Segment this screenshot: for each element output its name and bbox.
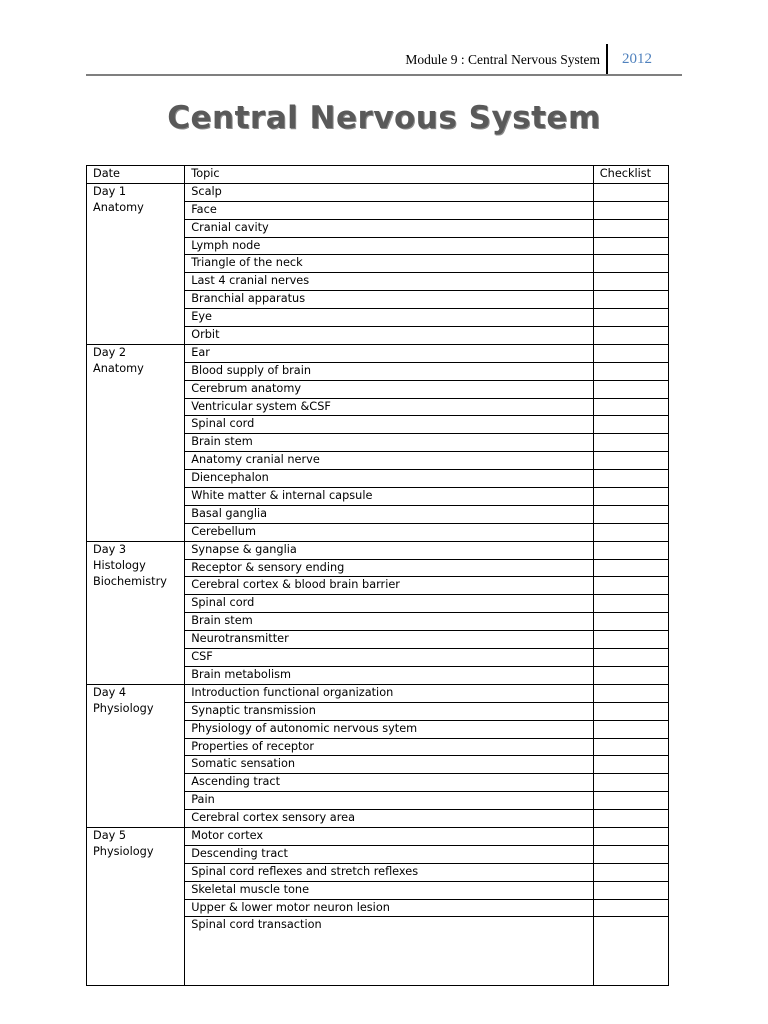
topic-cell: Introduction functional organization bbox=[185, 684, 594, 702]
checklist-cell[interactable] bbox=[593, 881, 668, 899]
topic-cell: Brain stem bbox=[185, 434, 594, 452]
checklist-cell[interactable] bbox=[593, 917, 668, 986]
checklist-cell[interactable] bbox=[593, 702, 668, 720]
topic-cell: Skeletal muscle tone bbox=[185, 881, 594, 899]
topic-cell: Scalp bbox=[185, 183, 594, 201]
column-header-checklist: Checklist bbox=[593, 166, 668, 184]
checklist-cell[interactable] bbox=[593, 631, 668, 649]
topic-cell: Receptor & sensory ending bbox=[185, 559, 594, 577]
topic-cell: Blood supply of brain bbox=[185, 362, 594, 380]
checklist-cell[interactable] bbox=[593, 845, 668, 863]
topic-cell: Descending tract bbox=[185, 845, 594, 863]
date-cell bbox=[87, 344, 185, 541]
table-header-row bbox=[87, 166, 669, 184]
checklist-cell[interactable] bbox=[593, 649, 668, 667]
table-row bbox=[87, 684, 669, 702]
checklist-cell[interactable] bbox=[593, 273, 668, 291]
checklist-cell[interactable] bbox=[593, 577, 668, 595]
table-row bbox=[87, 827, 669, 845]
topic-cell: Ascending tract bbox=[185, 774, 594, 792]
checklist-cell[interactable] bbox=[593, 434, 668, 452]
date-cell bbox=[87, 827, 185, 985]
column-header-date: Date bbox=[87, 166, 185, 184]
checklist-cell[interactable] bbox=[593, 899, 668, 917]
checklist-cell[interactable] bbox=[593, 738, 668, 756]
date-cell bbox=[87, 541, 185, 684]
topic-cell: Triangle of the neck bbox=[185, 255, 594, 273]
checklist-cell[interactable] bbox=[593, 666, 668, 684]
checklist-cell[interactable] bbox=[593, 219, 668, 237]
topic-cell: Ear bbox=[185, 344, 594, 362]
checklist-cell[interactable] bbox=[593, 505, 668, 523]
day-label: Day 5 bbox=[93, 828, 127, 842]
topic-cell: Anatomy cranial nerve bbox=[185, 452, 594, 470]
schedule-table bbox=[86, 165, 669, 986]
topic-cell: Synapse & ganglia bbox=[185, 541, 594, 559]
date-cell bbox=[87, 684, 185, 827]
checklist-cell[interactable] bbox=[593, 416, 668, 434]
topic-cell: Upper & lower motor neuron lesion bbox=[185, 899, 594, 917]
checklist-cell[interactable] bbox=[593, 344, 668, 362]
topic-cell: Cranial cavity bbox=[185, 219, 594, 237]
checklist-cell[interactable] bbox=[593, 183, 668, 201]
subject-label: Biochemistry bbox=[93, 574, 167, 588]
topic-cell: Cerebral cortex sensory area bbox=[185, 810, 594, 828]
checklist-cell[interactable] bbox=[593, 291, 668, 309]
day-label: Day 4 bbox=[93, 685, 127, 699]
checklist-cell[interactable] bbox=[593, 541, 668, 559]
checklist-cell[interactable] bbox=[593, 756, 668, 774]
topic-cell: Spinal cord bbox=[185, 416, 594, 434]
day-label: Day 3 bbox=[93, 542, 127, 556]
topic-cell: Orbit bbox=[185, 327, 594, 345]
topic-cell: Branchial apparatus bbox=[185, 291, 594, 309]
topic-cell: Spinal cord bbox=[185, 595, 594, 613]
topic-cell: Eye bbox=[185, 309, 594, 327]
page-title: Central Nervous System bbox=[167, 100, 601, 136]
checklist-cell[interactable] bbox=[593, 559, 668, 577]
date-cell bbox=[87, 183, 185, 344]
checklist-cell[interactable] bbox=[593, 810, 668, 828]
topic-cell: Basal ganglia bbox=[185, 505, 594, 523]
topic-cell: Somatic sensation bbox=[185, 756, 594, 774]
column-header-topic: Topic bbox=[185, 166, 594, 184]
checklist-cell[interactable] bbox=[593, 362, 668, 380]
topic-cell: Cerebrum anatomy bbox=[185, 380, 594, 398]
header-rule bbox=[86, 74, 682, 76]
checklist-cell[interactable] bbox=[593, 720, 668, 738]
checklist-cell[interactable] bbox=[593, 684, 668, 702]
checklist-cell[interactable] bbox=[593, 863, 668, 881]
checklist-cell[interactable] bbox=[593, 774, 668, 792]
table-row bbox=[87, 183, 669, 201]
year-label: 2012 bbox=[622, 51, 652, 67]
subject-label: Anatomy bbox=[93, 361, 144, 375]
topic-cell: Spinal cord transaction bbox=[185, 917, 594, 986]
checklist-cell[interactable] bbox=[593, 488, 668, 506]
topic-cell: Cerebral cortex & blood brain barrier bbox=[185, 577, 594, 595]
table-row bbox=[87, 344, 669, 362]
topic-cell: Neurotransmitter bbox=[185, 631, 594, 649]
checklist-cell[interactable] bbox=[593, 201, 668, 219]
topic-cell: Ventricular system &CSF bbox=[185, 398, 594, 416]
header-separator bbox=[606, 44, 608, 74]
subject-label: Physiology bbox=[93, 844, 154, 858]
topic-cell: Pain bbox=[185, 792, 594, 810]
checklist-cell[interactable] bbox=[593, 595, 668, 613]
table-row bbox=[87, 541, 669, 559]
topic-cell: Diencephalon bbox=[185, 470, 594, 488]
module-label: Module 9 : Central Nervous System bbox=[405, 52, 600, 67]
page-header bbox=[86, 44, 682, 76]
topic-cell: Face bbox=[185, 201, 594, 219]
checklist-cell[interactable] bbox=[593, 327, 668, 345]
checklist-cell[interactable] bbox=[593, 255, 668, 273]
checklist-cell[interactable] bbox=[593, 237, 668, 255]
subject-label: Histology bbox=[93, 558, 146, 572]
topic-cell: White matter & internal capsule bbox=[185, 488, 594, 506]
checklist-cell[interactable] bbox=[593, 452, 668, 470]
checklist-cell[interactable] bbox=[593, 792, 668, 810]
checklist-cell[interactable] bbox=[593, 398, 668, 416]
checklist-cell[interactable] bbox=[593, 309, 668, 327]
checklist-cell[interactable] bbox=[593, 380, 668, 398]
day-label: Day 2 bbox=[93, 345, 127, 359]
topic-cell: CSF bbox=[185, 649, 594, 667]
topic-cell: Lymph node bbox=[185, 237, 594, 255]
subject-label: Anatomy bbox=[93, 200, 144, 214]
checklist-cell[interactable] bbox=[593, 827, 668, 845]
subject-label: Physiology bbox=[93, 701, 154, 715]
topic-cell: Spinal cord reflexes and stretch reflexes bbox=[185, 863, 594, 881]
checklist-cell[interactable] bbox=[593, 470, 668, 488]
topic-cell: Cerebellum bbox=[185, 523, 594, 541]
topic-cell: Synaptic transmission bbox=[185, 702, 594, 720]
topic-cell: Last 4 cranial nerves bbox=[185, 273, 594, 291]
topic-cell: Brain stem bbox=[185, 613, 594, 631]
checklist-cell[interactable] bbox=[593, 523, 668, 541]
topic-cell: Brain metabolism bbox=[185, 666, 594, 684]
topic-cell: Physiology of autonomic nervous sytem bbox=[185, 720, 594, 738]
day-label: Day 1 bbox=[93, 184, 127, 198]
topic-cell: Motor cortex bbox=[185, 827, 594, 845]
schedule-body bbox=[87, 183, 669, 986]
topic-cell: Properties of receptor bbox=[185, 738, 594, 756]
checklist-cell[interactable] bbox=[593, 613, 668, 631]
